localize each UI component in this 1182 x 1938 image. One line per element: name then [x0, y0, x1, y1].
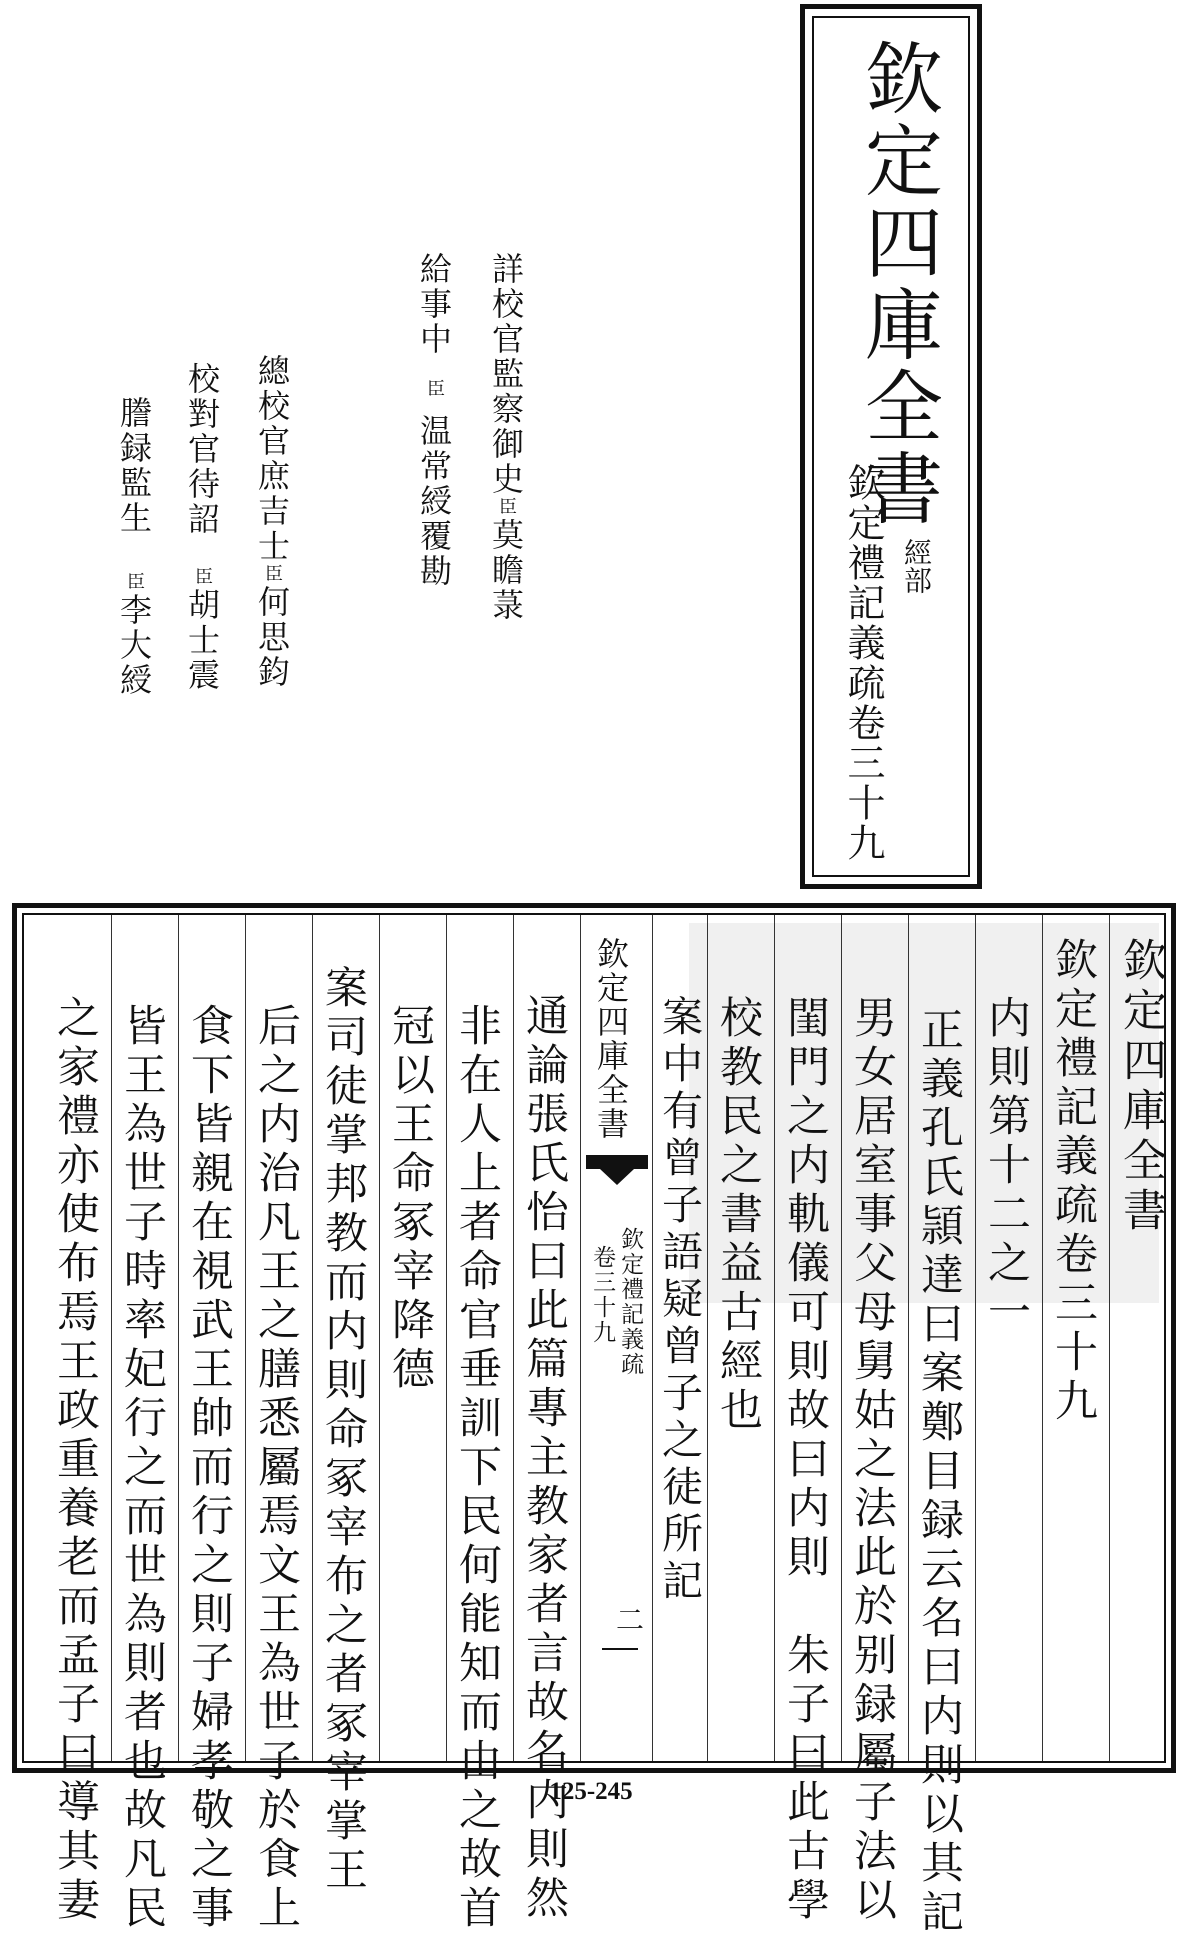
text-column: 案司徒掌邦教而内則命冢宰布之者冢宰掌王 — [318, 965, 368, 1896]
text-column: 案中有曾子語疑曾子之徒所記 — [655, 995, 703, 1606]
credit-1-role: 詳校官監察御史 — [487, 252, 525, 497]
credit-3-role: 總校官庶吉士 — [253, 354, 291, 564]
text-column: 男女居室事父母舅姑之法此於别録屬子法以 — [847, 995, 897, 1926]
cover-subtitle: 欽定禮記義疏卷三十九 — [841, 463, 885, 863]
cover-category: 經部 — [900, 538, 933, 594]
text-column: 食下皆親在視武王帥而行之則子婦孝敬之事 — [184, 1003, 234, 1934]
credit-3-name: 何思鈞 — [253, 585, 291, 690]
credit-2-name: 温常綬覆勘 — [415, 414, 453, 589]
page-header-title: 欽定四庫全書 — [1115, 937, 1166, 1237]
page-reference: 125-245 — [549, 1778, 633, 1805]
column-rule — [975, 915, 976, 1761]
text-column: 正義孔氏頴達曰案鄭目録云名曰内則以其記 — [914, 1007, 964, 1938]
fold-bottom-bar — [602, 1648, 638, 1650]
credit-5-name: 李大綬 — [115, 593, 153, 698]
credit-1 — [487, 252, 525, 623]
fishtail-notch — [600, 1169, 634, 1185]
column-rule — [312, 915, 313, 1761]
column-rule — [178, 915, 179, 1761]
title-slip-inner-border — [812, 16, 970, 877]
text-column: 皆王為世子時率妃行之而世為則者也故凡民 — [117, 1003, 167, 1934]
text-column: 后之内治凡王之膳悉屬焉文王為世子於食上 — [251, 1003, 301, 1934]
credit-4-name: 胡士震 — [183, 588, 221, 693]
fishtail-mark — [586, 1155, 648, 1169]
credit-5-role: 謄録監生 — [115, 396, 153, 536]
credit-3 — [253, 354, 291, 690]
cover-title: 欽定四庫全書 — [852, 38, 942, 530]
text-column: 通論張氏怡曰此篇專主教家者言故名内則然 — [519, 993, 569, 1924]
fold-page-number: 二 — [612, 1605, 645, 1633]
column-rule — [446, 915, 447, 1761]
credit-4-role: 校對官待詔 — [183, 362, 221, 537]
column-rule — [774, 915, 775, 1761]
fold-rule-left — [580, 915, 581, 1761]
credit-3-chen: 臣 — [262, 564, 283, 585]
text-column: 閨門之内軌儀可則故曰内則 朱子曰此古學 — [780, 995, 830, 1926]
text-column: 冠以王命冢宰降德 — [385, 1003, 435, 1395]
column-rule — [1109, 915, 1110, 1761]
text-column: 非在人上者命官垂訓下民何能知而由之故首 — [452, 1003, 502, 1934]
credit-2 — [415, 252, 453, 589]
text-column: 校教民之書益古經也 — [713, 995, 763, 1436]
credit-2-role: 給事中 — [415, 252, 453, 357]
fold-book-title: 欽定禮記義疏 — [617, 1227, 644, 1377]
column-rule — [245, 915, 246, 1761]
credit-4 — [183, 362, 221, 693]
column-rule — [841, 915, 842, 1761]
column-rule — [111, 915, 112, 1761]
title-slip — [800, 4, 982, 889]
credit-5 — [115, 396, 153, 698]
credit-1-name: 莫瞻菉 — [487, 518, 525, 623]
column-rule — [908, 915, 909, 1761]
credit-4-chen: 臣 — [192, 567, 213, 588]
column-rule — [707, 915, 708, 1761]
credit-2-chen: 臣 — [424, 379, 445, 400]
text-column: 之家禮亦使布焉王政重養老而孟子曰導其妻 — [50, 995, 100, 1926]
book-title: 欽定禮記義疏卷三十九 — [1048, 937, 1098, 1427]
fold-rule-right — [652, 915, 653, 1761]
fold-title: 欽定四庫全書 — [592, 937, 630, 1141]
fold-volume: 卷三十九 — [589, 1245, 616, 1345]
column-rule — [379, 915, 380, 1761]
column-rule — [1042, 915, 1043, 1761]
credit-1-chen: 臣 — [496, 497, 517, 518]
chapter-title: 内則第十二之一 — [981, 995, 1031, 1338]
column-rule — [513, 915, 514, 1761]
credit-5-chen: 臣 — [124, 572, 145, 593]
